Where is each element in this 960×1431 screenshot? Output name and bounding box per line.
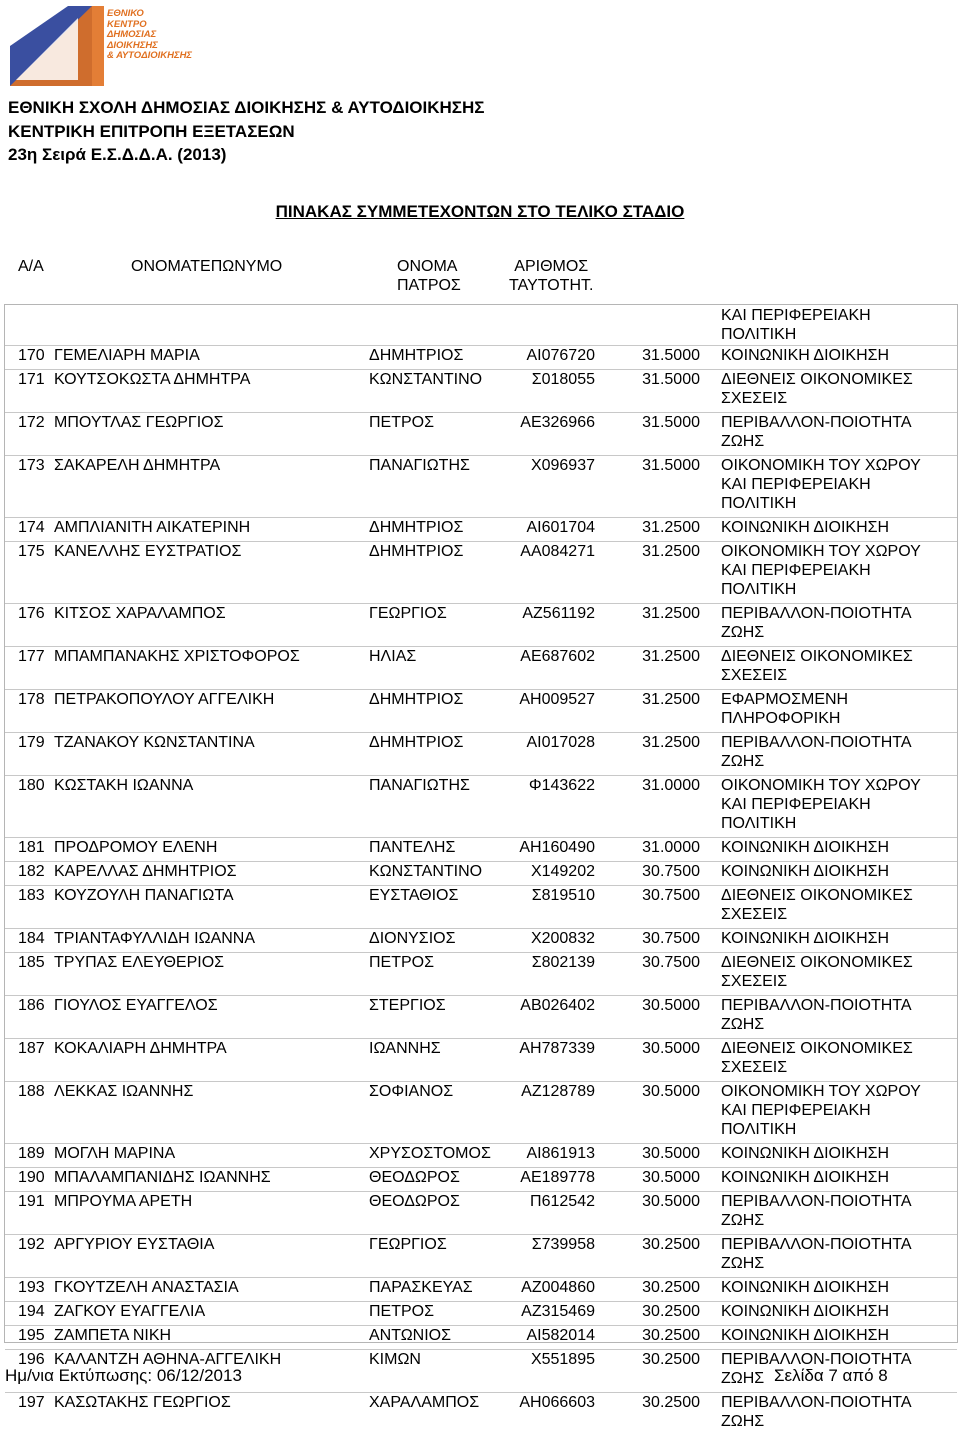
id-number: Χ551895: [530, 1351, 595, 1368]
ekdda-logo: [8, 4, 198, 88]
specialty: [721, 862, 953, 881]
father-name: ΠΑΡΑΣΚΕΥΑΣ: [369, 1279, 473, 1296]
id-number: Π612542: [530, 1193, 595, 1210]
logo-text: [107, 9, 199, 62]
col-header-id: [509, 257, 593, 295]
specialty-line: ΠΟΛΙΤΙΚΗ: [721, 1121, 797, 1138]
specialty: [721, 690, 953, 728]
specialty-line: ΖΩΗΣ: [721, 1370, 765, 1387]
score: 30.2500: [642, 1303, 700, 1320]
row-number: 193: [18, 1279, 45, 1296]
father-name: ΔΗΜΗΤΡΙΟΣ: [369, 347, 464, 364]
score: 31.0000: [642, 777, 700, 794]
father-name: ΠΑΝΤΕΛΗΣ: [369, 839, 456, 856]
id-number: Σ802139: [531, 954, 595, 971]
score: 31.2500: [642, 691, 700, 708]
logo-text-line: ΚΕΝΤΡΟ: [107, 18, 147, 30]
specialty-line: ΣΧΕΣΕΙΣ: [721, 667, 788, 684]
father-name: ΔΙΟΝΥΣΙΟΣ: [369, 930, 456, 947]
specialty-line: ΔΙΕΘΝΕΙΣ ΟΙΚΟΝΟΜΙΚΕΣ: [721, 648, 913, 665]
score: 30.2500: [642, 1394, 700, 1411]
id-number: ΑΗ009527: [519, 691, 595, 708]
id-number: ΑΖ004860: [521, 1279, 595, 1296]
row-number: 195: [18, 1327, 45, 1344]
score: 31.0000: [642, 839, 700, 856]
row-number: 172: [18, 414, 45, 431]
specialty: [721, 1278, 953, 1297]
score: 31.2500: [642, 734, 700, 751]
full-name: ΚΩΣΤΑΚΗ ΙΩΑΝΝΑ: [54, 777, 194, 794]
full-name: ΜΠΟΥΤΛΑΣ ΓΕΩΡΓΙΟΣ: [54, 414, 224, 431]
full-name: ΚΑΣΩΤΑΚΗΣ ΓΕΩΡΓΙΟΣ: [54, 1394, 231, 1411]
father-name: ΣΟΦΙΑΝΟΣ: [369, 1083, 454, 1100]
id-number: ΑΙ017028: [526, 734, 595, 751]
score: 30.2500: [642, 1236, 700, 1253]
id-number: Χ096937: [530, 457, 595, 474]
specialty: [721, 1144, 953, 1163]
row-number: 194: [18, 1303, 45, 1320]
row-number: 189: [18, 1145, 45, 1162]
specialty: [721, 886, 953, 924]
row-number: 191: [18, 1193, 45, 1210]
logo-text-line: ΔΙΟΙΚΗΣΗΣ: [107, 39, 158, 51]
specialty: [721, 1192, 953, 1230]
specialty: [721, 1082, 953, 1139]
col-header-id-line: ΤΑΥΤΟΤΗΤ.: [509, 277, 594, 294]
score: 30.5000: [642, 1040, 700, 1057]
father-name: ΙΩΑΝΝΗΣ: [369, 1040, 441, 1057]
father-name: ΧΡΥΣΟΣΤΟΜΟΣ: [369, 1145, 491, 1162]
school-name: ΕΘΝΙΚΗ ΣΧΟΛΗ ΔΗΜΟΣΙΑΣ ΔΙΟΙΚΗΣΗΣ & ΑΥΤΟΔΙΟΙΚΗΣΗΣ: [8, 98, 485, 117]
row-number: 197: [18, 1394, 45, 1411]
logo-text-line: ΔΗΜΟΣΙΑΣ: [107, 29, 157, 40]
id-number: ΑΖ561192: [522, 605, 595, 622]
father-name: ΑΝΤΩΝΙΟΣ: [369, 1327, 452, 1344]
specialty-line: ΚΟΙΝΩΝΙΚΗ ΔΙΟΙΚΗΣΗ: [721, 519, 890, 536]
father-name: ΚΩΝΣΤΑΝΤΙΝΟ: [369, 863, 483, 880]
committee-name: ΚΕΝΤΡΙΚΗ ΕΠΙΤΡΟΠΗ ΕΞΕΤΑΣΕΩΝ: [8, 122, 295, 141]
id-number: Σ018055: [531, 371, 595, 388]
full-name: ΚΑΡΕΛΛΑΣ ΔΗΜΗΤΡΙΟΣ: [54, 863, 237, 880]
page-number: Σελίδα 7 από 8: [774, 1366, 888, 1385]
page-title: ΠΙΝΑΚΑΣ ΣΥΜΜΕΤΕΧΟΝΤΩΝ ΣΤΟ ΤΕΛΙΚΟ ΣΤΑΔΙΟ: [275, 202, 685, 221]
full-name: ΣΑΚΑΡΕΛΗ ΔΗΜΗΤΡΑ: [54, 457, 221, 474]
father-name: ΠΑΝΑΓΙΩΤΗΣ: [369, 457, 470, 474]
full-name: ΚΑΝΕΛΛΗΣ ΕΥΣΤΡΑΤΙΟΣ: [54, 543, 242, 560]
row-number: 173: [18, 457, 45, 474]
full-name: ΑΡΓΥΡΙΟΥ ΕΥΣΤΑΘΙΑ: [54, 1236, 215, 1253]
row-number: 186: [18, 997, 45, 1014]
specialty: [721, 776, 953, 833]
id-number: ΑΑ084271: [520, 543, 595, 560]
father-name: ΕΥΣΤΑΘΙΟΣ: [369, 887, 459, 904]
id-number: ΑΗ160490: [519, 839, 595, 856]
logo-graphic: [8, 4, 104, 88]
row-number: 178: [18, 691, 45, 708]
score: 30.2500: [642, 1279, 700, 1296]
score: 31.5000: [642, 347, 700, 364]
id-number: ΑΖ128789: [521, 1083, 595, 1100]
score: 30.7500: [642, 930, 700, 947]
id-number: ΑΖ315469: [521, 1303, 595, 1320]
score: 30.5000: [642, 1193, 700, 1210]
full-name: ΚΟΥΖΟΥΛΗ ΠΑΝΑΓΙΩΤΑ: [54, 887, 234, 904]
father-name: ΔΗΜΗΤΡΙΟΣ: [369, 734, 464, 751]
father-name: ΔΗΜΗΤΡΙΟΣ: [369, 691, 464, 708]
col-header-father-line: ΟΝΟΜΑ: [397, 258, 458, 275]
col-header-name: ΟΝΟΜΑΤΕΠΩΝΥΜΟ: [131, 258, 283, 275]
row-number: 187: [18, 1040, 45, 1057]
full-name: ΤΖΑΝΑΚΟΥ ΚΩΝΣΤΑΝΤΙΝΑ: [54, 734, 255, 751]
specialty-line: ΠΕΡΙΒΑΛΛΟΝ-ΠΟΙΟΤΗΤΑ: [721, 1351, 912, 1368]
specialty-line: ΣΧΕΣΕΙΣ: [721, 390, 788, 407]
specialty-line: ΠΟΛΙΤΙΚΗ: [721, 815, 797, 832]
col-header-father: [397, 257, 461, 295]
specialty-line: ΚΟΙΝΩΝΙΚΗ ΔΙΟΙΚΗΣΗ: [721, 1145, 890, 1162]
specialty-line: ΚΑΙ ΠΕΡΙΦΕΡΕΙΑΚΗ: [721, 1102, 871, 1119]
row-number: 175: [18, 543, 45, 560]
specialty-line: ΠΕΡΙΒΑΛΛΟΝ-ΠΟΙΟΤΗΤΑ: [721, 1394, 912, 1411]
father-name: ΚΩΝΣΤΑΝΤΙΝΟ: [369, 371, 483, 388]
row-number: 190: [18, 1169, 45, 1186]
id-number: ΑΕ189778: [520, 1169, 595, 1186]
full-name: ΖΑΓΚΟΥ ΕΥΑΓΓΕΛΙΑ: [54, 1303, 206, 1320]
specialty-line: ΖΩΗΣ: [721, 1255, 765, 1272]
score: 30.5000: [642, 1169, 700, 1186]
specialty-line: ΚΟΙΝΩΝΙΚΗ ΔΙΟΙΚΗΣΗ: [721, 1327, 890, 1344]
specialty: [721, 929, 953, 948]
father-name: ΗΛΙΑΣ: [369, 648, 417, 665]
score: 30.5000: [642, 997, 700, 1014]
specialty-line: ΚΑΙ ΠΕΡΙΦΕΡΕΙΑΚΗ: [721, 796, 871, 813]
score: 30.7500: [642, 954, 700, 971]
id-number: Σ819510: [531, 887, 595, 904]
specialty-line: ΖΩΗΣ: [721, 753, 765, 770]
row-number: 196: [18, 1351, 45, 1368]
father-name: ΘΕΟΔΩΡΟΣ: [369, 1193, 460, 1210]
specialty-line: ΚΟΙΝΩΝΙΚΗ ΔΙΟΙΚΗΣΗ: [721, 1279, 890, 1296]
score: 30.2500: [642, 1351, 700, 1368]
score: 30.5000: [642, 1145, 700, 1162]
specialty-line: ΠΕΡΙΒΑΛΛΟΝ-ΠΟΙΟΤΗΤΑ: [721, 414, 912, 431]
specialty: [721, 1393, 953, 1431]
specialty-line: ΔΙΕΘΝΕΙΣ ΟΙΚΟΝΟΜΙΚΕΣ: [721, 1040, 913, 1057]
specialty-line: ΚΟΙΝΩΝΙΚΗ ΔΙΟΙΚΗΣΗ: [721, 863, 890, 880]
specialty: [721, 518, 953, 537]
id-number: ΑΙ861913: [526, 1145, 595, 1162]
id-number: ΑΕ687602: [520, 648, 595, 665]
score: 31.2500: [642, 605, 700, 622]
score: 30.2500: [642, 1327, 700, 1344]
specialty-line: ΚΟΙΝΩΝΙΚΗ ΔΙΟΙΚΗΣΗ: [721, 1169, 890, 1186]
specialty-line: ΠΛΗΡΟΦΟΡΙΚΗ: [721, 710, 841, 727]
score: 30.7500: [642, 863, 700, 880]
specialty: [721, 996, 953, 1034]
full-name: ΓΕΜΕΛΙΑΡΗ ΜΑΡΙΑ: [54, 347, 200, 364]
full-name: ΓΚΟΥΤΖΕΛΗ ΑΝΑΣΤΑΣΙΑ: [54, 1279, 239, 1296]
row-number: 177: [18, 648, 45, 665]
specialty-line: ΣΧΕΣΕΙΣ: [721, 1059, 788, 1076]
specialty: [721, 1302, 953, 1321]
col-header-father-line: ΠΑΤΡΟΣ: [397, 277, 461, 294]
specialty-line: ΠΕΡΙΒΑΛΛΟΝ-ΠΟΙΟΤΗΤΑ: [721, 605, 912, 622]
specialty-line: ΚΟΙΝΩΝΙΚΗ ΔΙΟΙΚΗΣΗ: [721, 1303, 890, 1320]
specialty-line: ΖΩΗΣ: [721, 1212, 765, 1229]
specialty-line: ΚΑΙ ΠΕΡΙΦΕΡΕΙΑΚΗ: [721, 307, 871, 324]
father-name: ΠΕΤΡΟΣ: [369, 954, 435, 971]
full-name: ΚΟΚΑΛΙΑΡΗ ΔΗΜΗΤΡΑ: [54, 1040, 227, 1057]
full-name: ΑΜΠΛΙΑΝΙΤΗ ΑΙΚΑΤΕΡΙΝΗ: [54, 519, 251, 536]
specialty: [721, 1168, 953, 1187]
print-date: Ημ/νια Εκτύπωσης: 06/12/2013: [5, 1366, 242, 1385]
row-number: 182: [18, 863, 45, 880]
full-name: ΠΕΤΡΑΚΟΠΟΥΛΟΥ ΑΓΓΕΛΙΚΗ: [54, 691, 275, 708]
full-name: ΜΠΑΛΑΜΠΑΝΙΔΗΣ ΙΩΑΝΝΗΣ: [54, 1169, 271, 1186]
specialty: [721, 604, 953, 642]
row-number: 170: [18, 347, 45, 364]
full-name: ΤΡΥΠΑΣ ΕΛΕΥΘΕΡΙΟΣ: [54, 954, 225, 971]
specialty: [721, 1326, 953, 1345]
specialty-line: ΣΧΕΣΕΙΣ: [721, 973, 788, 990]
specialty: [721, 953, 953, 991]
specialty-line: ΠΕΡΙΒΑΛΛΟΝ-ΠΟΙΟΤΗΤΑ: [721, 1193, 912, 1210]
full-name: ΜΠΑΜΠΑΝΑΚΗΣ ΧΡΙΣΤΟΦΟΡΟΣ: [54, 648, 300, 665]
id-number: ΑΗ787339: [519, 1040, 595, 1057]
col-header-no: Α/Α: [18, 258, 44, 275]
row-number: 181: [18, 839, 45, 856]
specialty-line: ΚΟΙΝΩΝΙΚΗ ΔΙΟΙΚΗΣΗ: [721, 839, 890, 856]
row-number: 192: [18, 1236, 45, 1253]
full-name: ΚΙΤΣΟΣ ΧΑΡΑΛΑΜΠΟΣ: [54, 605, 226, 622]
specialty-line: ΟΙΚΟΝΟΜΙΚΗ ΤΟΥ ΧΩΡΟΥ: [721, 777, 921, 794]
specialty-line: ΖΩΗΣ: [721, 1016, 765, 1033]
specialty-line: ΖΩΗΣ: [721, 433, 765, 450]
full-name: ΓΙΟΥΛΟΣ ΕΥΑΓΓΕΛΟΣ: [54, 997, 218, 1014]
full-name: ΜΟΓΛΗ ΜΑΡΙΝΑ: [54, 1145, 176, 1162]
specialty: [721, 1235, 953, 1273]
specialty-line: ΔΙΕΘΝΕΙΣ ΟΙΚΟΝΟΜΙΚΕΣ: [721, 954, 913, 971]
specialty-line: ΚΟΙΝΩΝΙΚΗ ΔΙΟΙΚΗΣΗ: [721, 930, 890, 947]
father-name: ΣΤΕΡΓΙΟΣ: [369, 997, 446, 1014]
specialty-line: ΠΟΛΙΤΙΚΗ: [721, 495, 797, 512]
score: 30.7500: [642, 887, 700, 904]
specialty-line: ΟΙΚΟΝΟΜΙΚΗ ΤΟΥ ΧΩΡΟΥ: [721, 1083, 921, 1100]
row-number: 185: [18, 954, 45, 971]
row-number: 183: [18, 887, 45, 904]
id-number: ΑΗ066603: [519, 1394, 595, 1411]
specialty-line: ΚΑΙ ΠΕΡΙΦΕΡΕΙΑΚΗ: [721, 476, 871, 493]
specialty-line: ΟΙΚΟΝΟΜΙΚΗ ΤΟΥ ΧΩΡΟΥ: [721, 543, 921, 560]
specialty: [721, 346, 953, 365]
specialty-line: ΟΙΚΟΝΟΜΙΚΗ ΤΟΥ ΧΩΡΟΥ: [721, 457, 921, 474]
specialty-line: ΚΑΙ ΠΕΡΙΦΕΡΕΙΑΚΗ: [721, 562, 871, 579]
id-number: ΑΙ601704: [526, 519, 595, 536]
row-number: 179: [18, 734, 45, 751]
specialty: [721, 370, 953, 408]
specialty-line: ΖΩΗΣ: [721, 1413, 765, 1430]
score: 31.5000: [642, 457, 700, 474]
row-number: 180: [18, 777, 45, 794]
specialty: [721, 456, 953, 513]
id-number: ΑΒ026402: [520, 997, 595, 1014]
father-name: ΓΕΩΡΓΙΟΣ: [369, 1236, 447, 1253]
specialty-line: ΔΙΕΘΝΕΙΣ ΟΙΚΟΝΟΜΙΚΕΣ: [721, 371, 913, 388]
father-name: ΚΙΜΩΝ: [369, 1351, 421, 1368]
score: 31.2500: [642, 648, 700, 665]
specialty-line: ΔΙΕΘΝΕΙΣ ΟΙΚΟΝΟΜΙΚΕΣ: [721, 887, 913, 904]
specialty-line: ΠΕΡΙΒΑΛΛΟΝ-ΠΟΙΟΤΗΤΑ: [721, 997, 912, 1014]
id-number: ΑΙ582014: [526, 1327, 595, 1344]
father-name: ΔΗΜΗΤΡΙΟΣ: [369, 519, 464, 536]
score: 31.2500: [642, 519, 700, 536]
specialty: [721, 647, 953, 685]
score: 31.2500: [642, 543, 700, 560]
row-number: 188: [18, 1083, 45, 1100]
specialty-line: ΠΕΡΙΒΑΛΛΟΝ-ΠΟΙΟΤΗΤΑ: [721, 734, 912, 751]
father-name: ΧΑΡΑΛΑΜΠΟΣ: [369, 1394, 480, 1411]
father-name: ΠΑΝΑΓΙΩΤΗΣ: [369, 777, 470, 794]
specialty-line: ΚΟΙΝΩΝΙΚΗ ΔΙΟΙΚΗΣΗ: [721, 347, 890, 364]
full-name: ΖΑΜΠΕΤΑ ΝΙΚΗ: [54, 1327, 172, 1344]
specialty-line: ΠΕΡΙΒΑΛΛΟΝ-ΠΟΙΟΤΗΤΑ: [721, 1236, 912, 1253]
specialty: [721, 838, 953, 857]
father-name: ΠΕΤΡΟΣ: [369, 1303, 435, 1320]
row-number: 184: [18, 930, 45, 947]
id-number: ΑΙ076720: [526, 347, 595, 364]
logo-text-line: ΕΘΝΙΚΟ: [107, 8, 144, 19]
specialty-line: ΠΟΛΙΤΙΚΗ: [721, 326, 797, 343]
full-name: ΚΟΥΤΣΟΚΩΣΤΑ ΔΗΜΗΤΡΑ: [54, 371, 251, 388]
id-number: Σ739958: [531, 1236, 595, 1253]
score: 31.5000: [642, 414, 700, 431]
father-name: ΠΕΤΡΟΣ: [369, 414, 435, 431]
specialty-line: ΣΧΕΣΕΙΣ: [721, 906, 788, 923]
id-number: Χ149202: [530, 863, 595, 880]
specialty: [721, 542, 953, 599]
full-name: ΤΡΙΑΝΤΑΦΥΛΛΙΔΗ ΙΩΑΝΝΑ: [54, 930, 256, 947]
col-header-id-line: ΑΡΙΘΜΟΣ: [514, 258, 589, 275]
specialty: [721, 733, 953, 771]
score: 31.5000: [642, 371, 700, 388]
specialty: [721, 1039, 953, 1077]
id-number: Χ200832: [530, 930, 595, 947]
specialty-line: ΖΩΗΣ: [721, 624, 765, 641]
id-number: Φ143622: [528, 777, 595, 794]
specialty-line: ΠΟΛΙΤΙΚΗ: [721, 581, 797, 598]
score: 30.5000: [642, 1083, 700, 1100]
full-name: ΚΑΛΑΝΤΖΗ ΑΘΗΝΑ-ΑΓΓΕΛΙΚΗ: [54, 1351, 282, 1368]
father-name: ΔΗΜΗΤΡΙΟΣ: [369, 543, 464, 560]
full-name: ΠΡΟΔΡΟΜΟΥ ΕΛΕΝΗ: [54, 839, 218, 856]
full-name: ΛΕΚΚΑΣ ΙΩΑΝΝΗΣ: [54, 1083, 194, 1100]
full-name: ΜΠΡΟΥΜΑ ΑΡΕΤΗ: [54, 1193, 193, 1210]
specialty: [721, 413, 953, 451]
row-number: 176: [18, 605, 45, 622]
carryover-specialty: [721, 306, 953, 344]
specialty-line: ΕΦΑΡΜΟΣΜΕΝΗ: [721, 691, 849, 708]
series-label: 23η Σειρά Ε.Σ.Δ.Δ.Α. (2013): [8, 145, 227, 164]
father-name: ΘΕΟΔΩΡΟΣ: [369, 1169, 460, 1186]
logo-text-line: & ΑΥΤΟΔΙΟΙΚΗΣΗΣ: [107, 50, 193, 61]
father-name: ΓΕΩΡΓΙΟΣ: [369, 605, 447, 622]
id-number: ΑΕ326966: [520, 414, 595, 431]
row-number: 171: [18, 371, 45, 388]
row-number: 174: [18, 519, 45, 536]
